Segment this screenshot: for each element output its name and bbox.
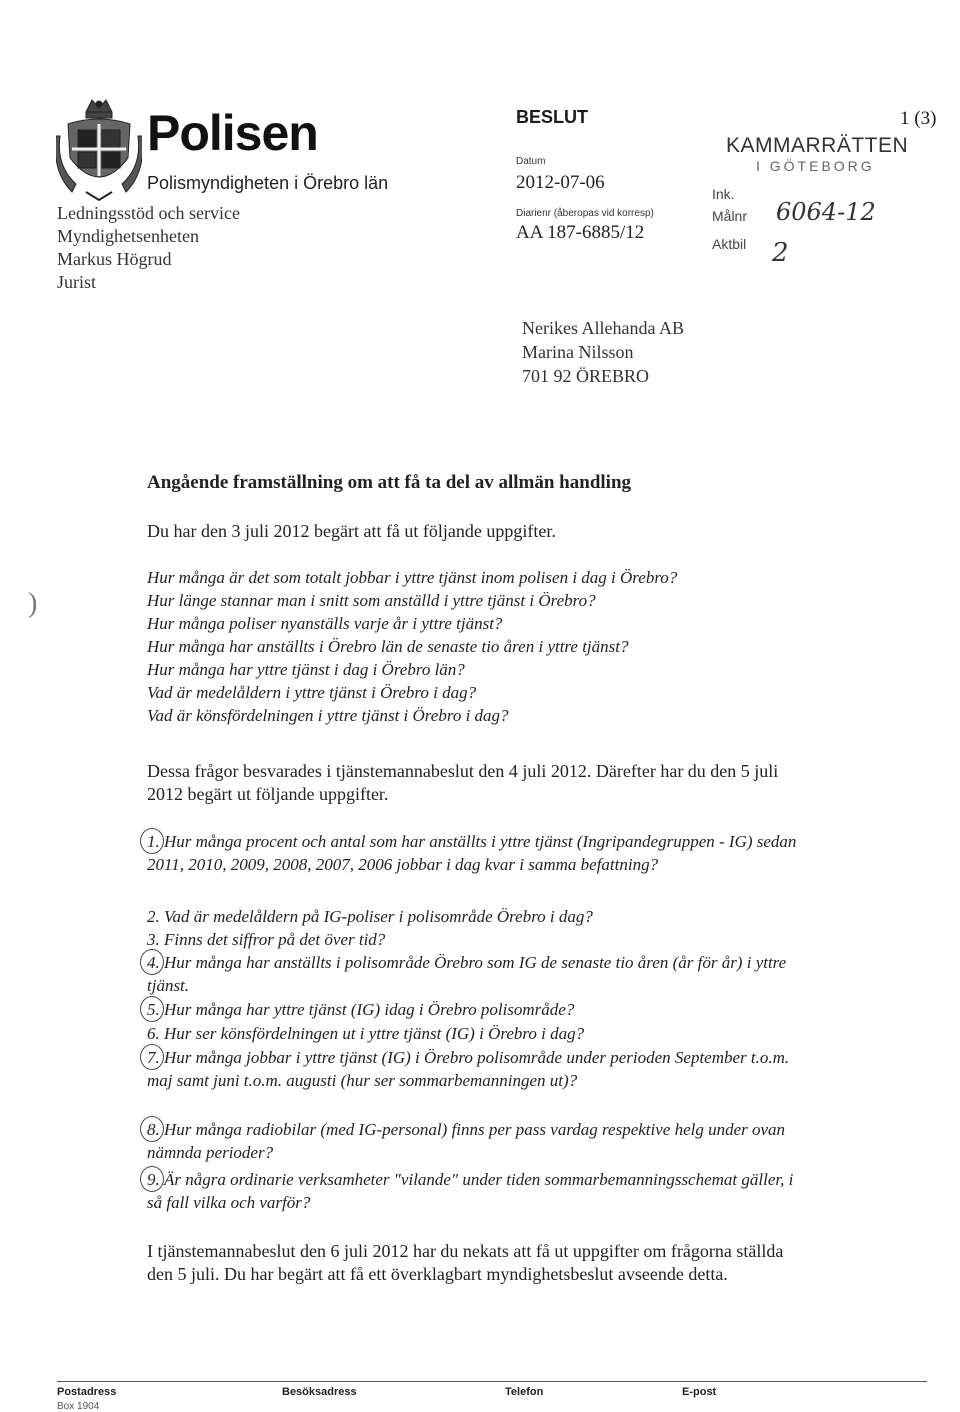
numbered-question-9 — [147, 1168, 797, 1214]
sender-title: Jurist — [57, 272, 97, 292]
page-number: 1 (3) — [900, 108, 937, 129]
date-value: 2012-07-06 — [516, 172, 605, 193]
stamp-malnr-label: Målnr — [712, 208, 748, 224]
sender-name: Markus Högrud — [57, 249, 172, 269]
footer-divider — [57, 1381, 927, 1382]
question-text: Hur många har anställts i polisområde Örebro som IG de senaste tio åren (år för år) i yttre tjänst. — [147, 953, 787, 995]
handwritten-circle — [140, 996, 164, 1022]
intro-text: Du har den 3 juli 2012 begärt att få ut följande uppgifter. — [147, 521, 556, 541]
sender-department: Myndighetsenheten — [57, 226, 199, 246]
numbered-question-3 — [147, 928, 797, 951]
handwritten-aktbil: 2 — [772, 238, 789, 268]
sender-unit: Ledningsstöd och service — [57, 203, 240, 223]
question-text: Vad är medelåldern på IG-poliser i polisområde Örebro i dag? — [164, 907, 593, 926]
footer-visit-label: Besöksadress — [282, 1386, 357, 1398]
authority-name: Polismyndigheten i Örebro län — [147, 173, 389, 193]
handwritten-circle — [140, 1044, 164, 1070]
diarienr-label: Diarienr (åberopas vid korresp) — [516, 208, 654, 219]
stamp-ink-label: Ink. — [712, 186, 735, 202]
stamp-aktbil-label: Aktbil — [712, 236, 747, 252]
recipient-person: Marina Nilsson — [522, 342, 634, 362]
question-list-item: Vad är könsfördelningen i yttre tjänst i Örebro i dag? — [147, 706, 509, 725]
question-text: Hur många har yttre tjänst (IG) idag i Örebro polisområde? — [164, 1000, 575, 1019]
police-crest-logo — [56, 96, 142, 204]
date-label: Datum — [516, 156, 546, 167]
paragraph-decision: I tjänstemannabeslut den 6 juli 2012 har du nekats att få ut uppgifter om frågorna ställda den 5 juli. Du har begärt att få ett överklagbart myndighetsbeslut avseende detta. — [147, 1241, 784, 1284]
footer-email-label: E-post — [682, 1386, 717, 1398]
recipient-address: 701 92 ÖREBRO — [522, 366, 650, 386]
handwritten-circle — [140, 1166, 164, 1192]
question-text: Hur ser könsfördelningen ut i yttre tjänst (IG) i Örebro i dag? — [164, 1024, 585, 1043]
question-list-item: Hur många har anställts i Örebro län de senaste tio åren i yttre tjänst? — [147, 637, 629, 656]
question-number: 5. — [147, 1000, 160, 1019]
question-number: 2. — [147, 907, 160, 926]
recipient-company: Nerikes Allehanda AB — [522, 318, 684, 338]
diarienr-value: AA 187-6885/12 — [516, 222, 645, 243]
subject-heading: Angående framställning om att få ta del av allmän handling — [147, 472, 632, 493]
footer-postal-label: Postadress — [57, 1386, 117, 1398]
question-text: Hur många radiobilar (med IG-personal) finns per pass vardag respektive helg under ovan nämnda perioder? — [147, 1120, 786, 1162]
footer-phone-label: Telefon — [505, 1386, 544, 1398]
question-list-item: Hur länge stannar man i snitt som anställd i yttre tjänst i Örebro? — [147, 591, 596, 610]
margin-bracket-mark: ) — [28, 588, 38, 619]
numbered-question-6 — [147, 1022, 797, 1045]
numbered-question-8 — [147, 1118, 797, 1164]
document-type: BESLUT — [516, 107, 588, 127]
question-text: Finns det siffror på det över tid? — [164, 930, 386, 949]
footer-postal-value: Box 1904 — [57, 1401, 100, 1412]
question-number: 8. — [147, 1120, 160, 1139]
numbered-question-5 — [147, 998, 797, 1021]
question-text: Hur många jobbar i yttre tjänst (IG) i Örebro polisområde under perioden September t.o.m. maj samt juni t.o.m. augusti (hur ser sommarbemanningen ut)? — [147, 1048, 790, 1090]
question-number: 1. — [147, 832, 160, 851]
question-number: 6. — [147, 1024, 160, 1043]
question-list-item: Hur många poliser nyanställs varje år i yttre tjänst? — [147, 614, 503, 633]
question-number: 3. — [147, 930, 160, 949]
numbered-question-2 — [147, 905, 797, 928]
question-list-item: Hur många har yttre tjänst i dag i Örebro län? — [147, 660, 465, 679]
question-text: Hur många procent och antal som har anställts i yttre tjänst (Ingripandegruppen - IG) sedan 2011, 2010, 2009, 2008, 2007, 2006 jobbar i dag kvar i samma befattning? — [147, 832, 797, 874]
question-list-item: Vad är medelåldern i yttre tjänst i Örebro i dag? — [147, 683, 477, 702]
stamp-title: KAMMARRÄTTEN — [726, 134, 909, 157]
paragraph-answered: Dessa frågor besvarades i tjänstemannabeslut den 4 juli 2012. Därefter har du den 5 juli 2012 begärt ut följande uppgifter. — [147, 761, 779, 804]
handwritten-malnr: 6064-12 — [776, 198, 876, 226]
stamp-subtitle: I GÖTEBORG — [756, 158, 875, 174]
numbered-question-7 — [147, 1046, 797, 1092]
question-number: 4. — [147, 953, 160, 972]
question-text: Är några ordinarie verksamheter "vilande" under tiden sommarbemanningsschemat gäller, i så fall vilka och varför? — [147, 1170, 794, 1212]
question-number: 7. — [147, 1048, 160, 1067]
numbered-question-4 — [147, 951, 797, 997]
numbered-question-1 — [147, 830, 797, 876]
handwritten-circle — [140, 949, 164, 975]
question-list-item: Hur många är det som totalt jobbar i yttre tjänst inom polisen i dag i Örebro? — [147, 568, 678, 587]
question-number: 9. — [147, 1170, 160, 1189]
logo-wordmark: Polisen — [147, 105, 318, 161]
handwritten-circle — [140, 828, 164, 854]
handwritten-circle — [140, 1116, 164, 1142]
